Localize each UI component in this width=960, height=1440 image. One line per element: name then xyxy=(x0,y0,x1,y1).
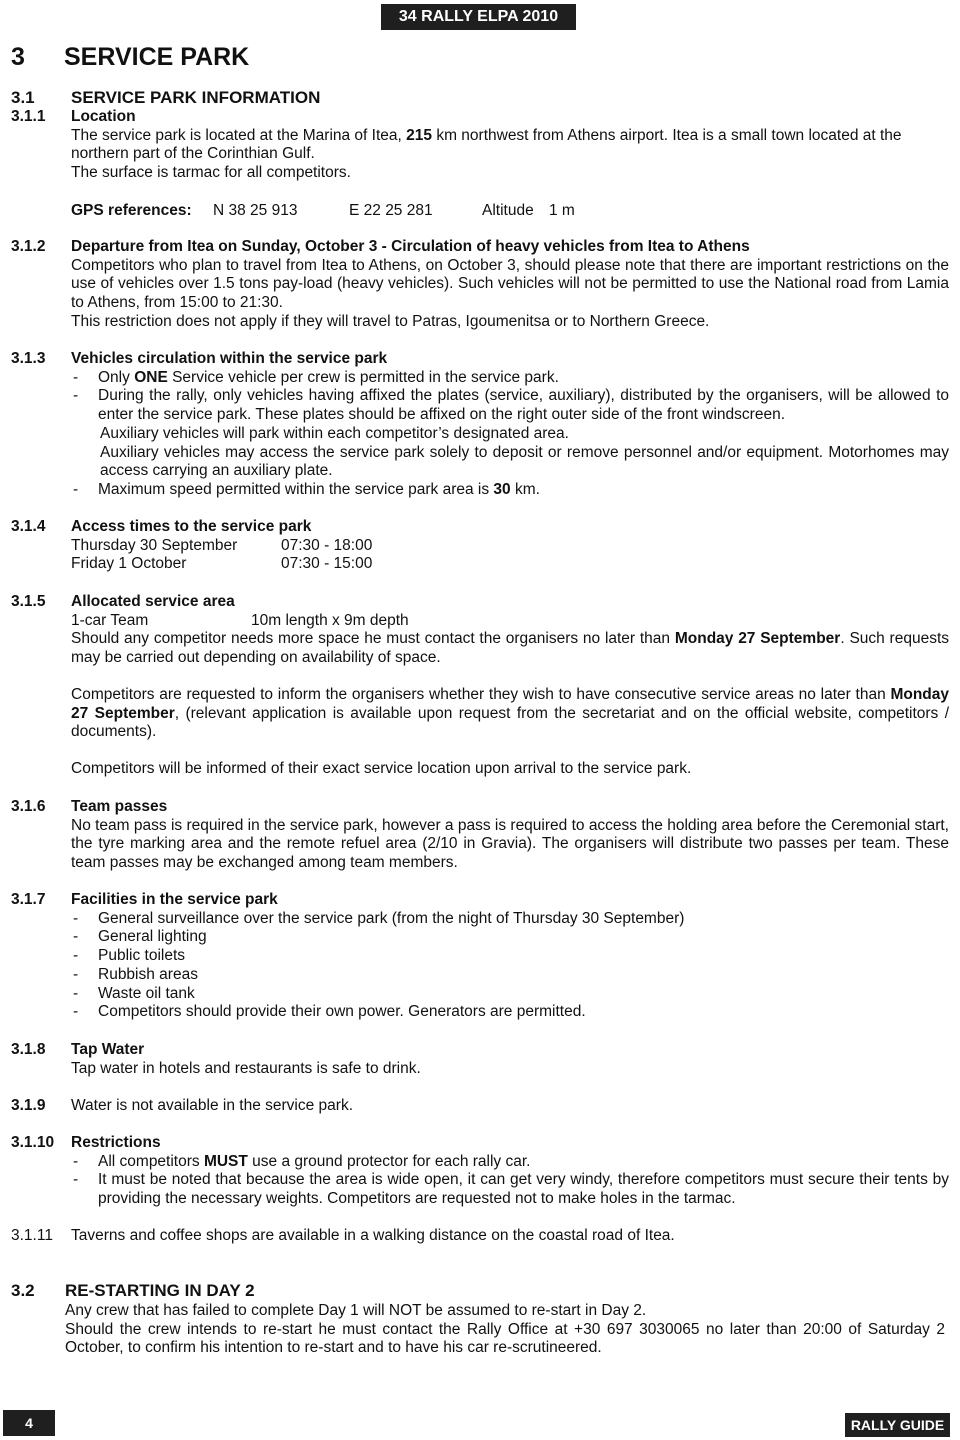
gps-north: N 38 25 913 xyxy=(213,201,298,219)
taverns-paragraph: Taverns and coffee shops are available in a walking distance on the coastal road of Itea. xyxy=(71,1227,675,1244)
list-item: - Waste oil tank xyxy=(73,984,195,1002)
section-restart-body xyxy=(65,1302,945,1358)
footer-label: RALLY GUIDE xyxy=(845,1413,950,1437)
list-item: - Maximum speed permitted within the service park area is 30 km. xyxy=(73,480,540,498)
location-paragraph: The service park is located at the Marina of Itea, 215 km northwest from Athens airport. Itea is a small town located at the northern part of the Corinthian Gulf. xyxy=(71,126,902,163)
subsection-title: Location xyxy=(71,108,136,125)
subsection-number: 3.1.4 xyxy=(11,518,46,535)
list-item: - Only ONE Service vehicle per crew is permitted in the service park. xyxy=(73,368,559,386)
subsection-number: 3.1.8 xyxy=(11,1041,46,1058)
space-paragraph: Should any competitor needs more space he must contact the organisers no later than Monday 27 September. Such requests may be carried out depending on availability of space. xyxy=(71,630,950,667)
restart-paragraph-2: Should the crew intends to re-start he must contact the Rally Office at +30 697 3030065 no later than 20:00 of Saturday 2 October, to confirm his intention to re-start and to have his car re-scrutineered. xyxy=(65,1320,945,1357)
subsection-title: Departure from Itea on Sunday, October 3 - Circulation of heavy vehicles from Itea to Athens xyxy=(71,238,750,255)
section-number: 3.1 xyxy=(11,88,35,107)
altitude-value: 1 m xyxy=(549,201,575,219)
table-row: Friday 1 October 07:30 - 15:00 xyxy=(71,555,373,573)
list-item: - Competitors should provide their own power. Generators are permitted. xyxy=(73,1003,586,1021)
subsection-title: Allocated service area xyxy=(71,593,235,610)
subsection-title: Team passes xyxy=(71,798,168,815)
gps-line xyxy=(71,202,949,221)
restart-paragraph: Any crew that has failed to complete Day 1 will NOT be assumed to re-start in Day 2. xyxy=(65,1302,647,1319)
subsection-number: 3.1.2 xyxy=(11,238,46,255)
subsection-title: Vehicles circulation within the service park xyxy=(71,350,388,367)
subsection-title: Restrictions xyxy=(71,1134,161,1151)
water-paragraph: Water is not available in the service park. xyxy=(71,1097,353,1114)
subsection-number: 3.1.7 xyxy=(11,891,46,908)
team-size-row: 1-car Team 10m length x 9m depth xyxy=(71,611,409,629)
subsection-number: 3.1.3 xyxy=(11,350,46,367)
list-item-continuation: Auxiliary vehicles may access the service park solely to deposit or remove personnel and/or equipment. Motorhomes may access carrying an auxiliary plate. xyxy=(100,443,949,480)
subsection-number: 3.1.11 xyxy=(11,1227,53,1244)
list-item: - During the rally, only vehicles having affixed the plates (service, auxiliary), distributed by the organisers, will be allowed to enter the service park. These plates should be affixed on the right outer side of the front windscreen. xyxy=(73,387,949,424)
tap-water-paragraph: Tap water in hotels and restaurants is safe to drink. xyxy=(71,1059,421,1077)
surface-paragraph: The surface is tarmac for all competitors. xyxy=(71,164,351,182)
chapter-title: SERVICE PARK xyxy=(64,43,250,71)
gps-east: E 22 25 281 xyxy=(349,201,433,219)
subsection-title: Tap Water xyxy=(71,1041,145,1058)
list-item: - General lighting xyxy=(73,928,207,946)
departure-paragraph: Competitors who plan to travel from Itea to Athens, on October 3, should please note that there are important restrictions on the use of vehicles over 1.5 tons pay-load (heavy vehicles). Such vehicles will not be permitted to use the National road from Lamia to Athens, from 15:00 to 21:30. xyxy=(71,256,949,312)
subsection-number: 3.1.5 xyxy=(11,593,46,610)
list-item: - Rubbish areas xyxy=(73,965,198,983)
list-item: - Public toilets xyxy=(73,947,186,965)
subsection-number: 3.1.9 xyxy=(11,1097,46,1114)
chapter-number: 3 xyxy=(11,43,25,71)
list-item-continuation: Auxiliary vehicles will park within each competitor’s designated area. xyxy=(100,424,569,442)
consecutive-paragraph: Competitors are requested to inform the organisers whether they wish to have consecutive service areas no later than Monday 27 September, (relevant application is available upon request from the secretariat and on the official website, competitors / documents). xyxy=(71,685,949,741)
subsection-number: 3.1.1 xyxy=(11,108,46,125)
team-passes-paragraph: No team pass is required in the service park, however a pass is required to access the holding area before the Ceremonial start, the tyre marking area and the remote refuel area (2/10 in Gravia). The organisers will distribute two passes per team. These team passes may be exchanged among team members. xyxy=(71,816,949,872)
section-title: SERVICE PARK INFORMATION xyxy=(71,88,321,107)
subsection-title: Access times to the service park xyxy=(71,518,312,535)
departure-paragraph-2: This restriction does not apply if they will travel to Patras, Igoumenitsa or to Northern Greece. xyxy=(71,312,710,330)
subsection-title: Facilities in the service park xyxy=(71,891,278,908)
section-number: 3.2 xyxy=(11,1281,35,1300)
subsection-number: 3.1.10 xyxy=(11,1134,55,1151)
page-number: 4 xyxy=(3,1410,55,1436)
table-row: Thursday 30 September 07:30 - 18:00 xyxy=(71,536,373,554)
list-item: - It must be noted that because the area is wide open, it can get very windy, therefore competitors must secure their tents by providing the necessary weights. Competitors are requested not to make holes in the tarmac. xyxy=(73,1171,949,1208)
gps-label: GPS references: xyxy=(71,201,192,219)
list-item: - All competitors MUST use a ground protector for each rally car. xyxy=(73,1152,531,1170)
location-info-paragraph: Competitors will be informed of their exact service location upon arrival to the service park. xyxy=(71,759,692,777)
header-banner: 34 RALLY ELPA 2010 xyxy=(381,4,576,30)
section-title: RE-STARTING IN DAY 2 xyxy=(65,1281,255,1300)
list-item: - General surveillance over the service park (from the night of Thursday 30 September) xyxy=(73,909,685,927)
subsection-number: 3.1.6 xyxy=(11,798,46,815)
altitude-label: Altitude xyxy=(482,201,534,219)
